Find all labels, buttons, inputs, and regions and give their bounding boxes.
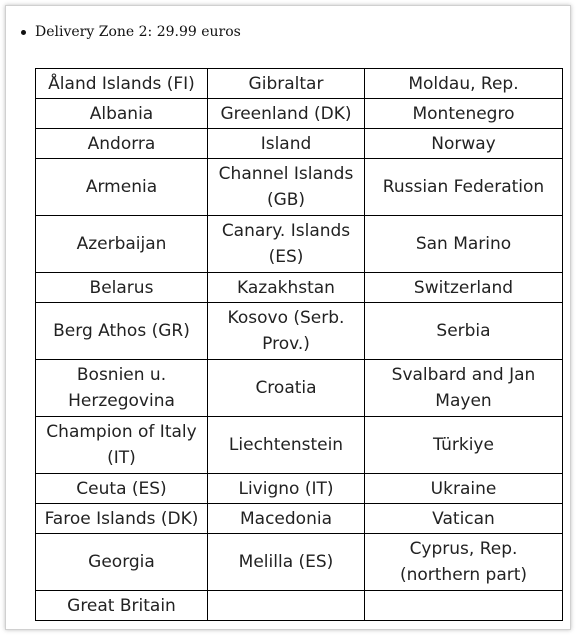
country-cell: Ukraine bbox=[365, 474, 563, 504]
country-cell: Switzerland bbox=[365, 273, 563, 303]
country-table-body bbox=[36, 69, 563, 621]
country-cell: Livigno (IT) bbox=[208, 474, 365, 504]
country-cell: Serbia bbox=[365, 303, 563, 360]
table-row bbox=[36, 591, 563, 621]
country-table bbox=[35, 68, 563, 621]
country-cell: Champion of Italy (IT) bbox=[36, 417, 208, 474]
country-cell: Greenland (DK) bbox=[208, 99, 365, 129]
table-row bbox=[36, 216, 563, 273]
content-frame bbox=[5, 5, 571, 630]
country-cell: Åland Islands (FI) bbox=[36, 69, 208, 99]
table-row bbox=[36, 360, 563, 417]
country-cell: Cyprus, Rep. (northern part) bbox=[365, 534, 563, 591]
country-cell bbox=[365, 591, 563, 621]
country-cell: Island bbox=[208, 129, 365, 159]
country-cell: San Marino bbox=[365, 216, 563, 273]
delivery-zone-label: Delivery Zone 2: 29.99 euros bbox=[35, 24, 241, 40]
country-cell: Great Britain bbox=[36, 591, 208, 621]
country-cell: Albania bbox=[36, 99, 208, 129]
table-row bbox=[36, 129, 563, 159]
country-cell: Belarus bbox=[36, 273, 208, 303]
country-cell: Liechtenstein bbox=[208, 417, 365, 474]
table-row bbox=[36, 534, 563, 591]
country-cell: Ceuta (ES) bbox=[36, 474, 208, 504]
table-row bbox=[36, 273, 563, 303]
country-cell: Faroe Islands (DK) bbox=[36, 504, 208, 534]
country-cell: Macedonia bbox=[208, 504, 365, 534]
country-cell: Berg Athos (GR) bbox=[36, 303, 208, 360]
country-cell: Channel Islands (GB) bbox=[208, 159, 365, 216]
country-cell: Gibraltar bbox=[208, 69, 365, 99]
table-row bbox=[36, 504, 563, 534]
country-cell: Azerbaijan bbox=[36, 216, 208, 273]
country-cell: Melilla (ES) bbox=[208, 534, 365, 591]
country-cell: Armenia bbox=[36, 159, 208, 216]
country-cell: Georgia bbox=[36, 534, 208, 591]
delivery-zone-list bbox=[21, 22, 241, 42]
country-cell: Vatican bbox=[365, 504, 563, 534]
table-row bbox=[36, 417, 563, 474]
bullet-icon bbox=[21, 30, 26, 35]
country-cell: Russian Federation bbox=[365, 159, 563, 216]
country-cell: Türkiye bbox=[365, 417, 563, 474]
country-cell: Kazakhstan bbox=[208, 273, 365, 303]
country-cell: Croatia bbox=[208, 360, 365, 417]
country-cell: Montenegro bbox=[365, 99, 563, 129]
table-row bbox=[36, 159, 563, 216]
table-row bbox=[36, 474, 563, 504]
delivery-zone-item bbox=[21, 22, 241, 42]
country-cell: Andorra bbox=[36, 129, 208, 159]
table-row bbox=[36, 303, 563, 360]
country-cell: Canary. Islands (ES) bbox=[208, 216, 365, 273]
country-cell: Kosovo (Serb. Prov.) bbox=[208, 303, 365, 360]
table-row bbox=[36, 69, 563, 99]
country-cell: Bosnien u. Herzegovina bbox=[36, 360, 208, 417]
country-cell: Svalbard and Jan Mayen bbox=[365, 360, 563, 417]
country-cell: Norway bbox=[365, 129, 563, 159]
country-cell: Moldau, Rep. bbox=[365, 69, 563, 99]
country-cell bbox=[208, 591, 365, 621]
table-row bbox=[36, 99, 563, 129]
